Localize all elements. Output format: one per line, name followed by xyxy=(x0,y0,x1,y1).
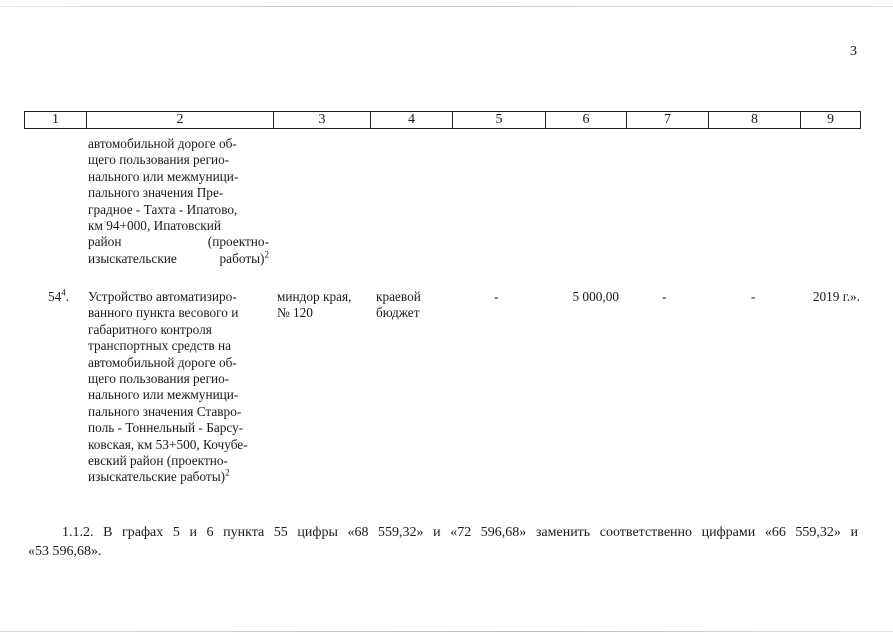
continued-desc-line: щего пользования регио- xyxy=(88,152,230,168)
desc-line: пального значения Ставро- xyxy=(88,403,242,419)
responsible-line: миндор края, xyxy=(277,289,352,304)
funding-line: бюджет xyxy=(376,305,420,321)
desc-line: Устройство автоматизиро- xyxy=(88,289,237,304)
desc-line: нального или межмуници- xyxy=(88,387,239,403)
scan-edge-bottom xyxy=(0,631,893,632)
row-funding-source xyxy=(376,289,452,322)
continued-desc-line-last: изыскательские работы)$^2$ xyxy=(88,249,269,266)
row-responsible xyxy=(277,289,369,322)
responsible-line: № 120 xyxy=(277,305,313,321)
footnote-mark: 2 xyxy=(225,468,230,479)
desc-line: щего пользования регио- xyxy=(88,371,230,387)
funding-line: краевой xyxy=(376,289,421,304)
row-number: $54^4$. xyxy=(48,287,70,304)
desc-line-last: изыскательские работы)$^2$ xyxy=(88,468,230,485)
scan-edge-top xyxy=(0,6,893,7)
continued-desc-line: район (проектно- xyxy=(88,234,269,250)
header-col-7: 7 xyxy=(626,111,709,129)
page-number: 3 xyxy=(850,44,857,59)
row-col8-value: - xyxy=(751,289,756,304)
desc-line: автомобильной дороге об- xyxy=(88,354,237,370)
row-description xyxy=(88,289,269,486)
desc-line: транспортных средств на xyxy=(88,338,231,354)
desc-line: габаритного контроля xyxy=(88,321,212,337)
header-col-5: 5 xyxy=(452,111,546,129)
row-col7-value: - xyxy=(662,289,667,304)
header-col-8: 8 xyxy=(708,111,801,129)
desc-line: ванного пункта весового и xyxy=(88,305,239,321)
amendment-line-1: 1.1.2. В графах 5 и 6 пункта 55 цифры «68 559,32» и «72 596,68» заменить соответственно цифрами «66 559,32» и xyxy=(62,525,858,540)
continued-row-description xyxy=(88,136,269,267)
row-col6-value: 5 000,00 xyxy=(572,289,619,304)
continued-desc-line: км 94+000, Ипатовский xyxy=(88,218,221,234)
continued-desc-line: градное - Тахта - Ипатово, xyxy=(88,201,238,217)
header-col-9: 9 xyxy=(800,111,861,129)
header-col-3: 3 xyxy=(273,111,371,129)
header-col-2: 2 xyxy=(86,111,274,129)
desc-line: евский район (проектно- xyxy=(88,453,228,469)
header-col-6: 6 xyxy=(545,111,627,129)
continued-desc-line: нального или межмуници- xyxy=(88,168,239,184)
continued-desc-line: пального значения Пре- xyxy=(88,185,224,201)
row-number-superscript: 4 xyxy=(61,287,66,298)
amendment-line-2: «53 596,68». xyxy=(28,544,102,559)
row-col5-value: - xyxy=(494,289,499,304)
continued-desc-line: автомобильной дороге об- xyxy=(88,136,237,151)
desc-line: поль - Тоннельный - Барсу- xyxy=(88,420,244,436)
desc-line: ковская, км 53+500, Кочубе- xyxy=(88,436,248,452)
row-col9-value: 2019 г.». xyxy=(812,289,860,304)
header-col-1: 1 xyxy=(24,111,87,129)
footnote-mark: 2 xyxy=(264,249,269,260)
header-col-4: 4 xyxy=(370,111,453,129)
